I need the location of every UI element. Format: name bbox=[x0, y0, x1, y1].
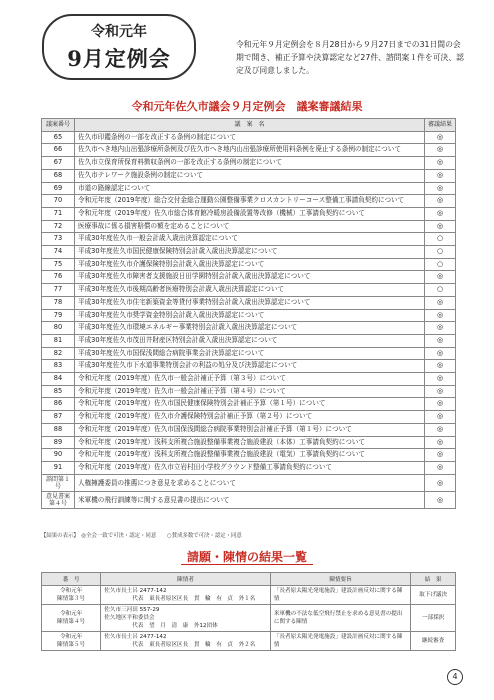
bill-name: 令和元年度（2019年度）佐久市立岩村田小学校グラウンド整備工事請負契約について bbox=[75, 461, 425, 474]
bill-result: ◎ bbox=[424, 436, 455, 449]
bill-result: ◎ bbox=[424, 182, 455, 195]
bill-name: 平成30年度佐久市住宅新築資金等貸付事業特別会計歳入歳出決算認定について bbox=[75, 296, 425, 309]
bill-name: 佐久市立保育所保育料徴収条例の一部を改正する条例の制定について bbox=[75, 157, 425, 170]
bill-name: 佐久市印鑑条例の一部を改正する条例の制定について bbox=[75, 131, 425, 144]
table-row bbox=[42, 632, 456, 651]
petitioner bbox=[101, 586, 271, 605]
bill-number: 91 bbox=[42, 461, 75, 474]
table-row bbox=[42, 309, 456, 322]
bill-number: 79 bbox=[42, 309, 75, 322]
table-row bbox=[42, 207, 456, 220]
bill-name: 令和元年度（2019年度）佐久市介護保険特別会計補正予算（第２号）について bbox=[75, 411, 425, 424]
table-row bbox=[42, 144, 456, 157]
bill-result: ◎ bbox=[424, 360, 455, 373]
bill-number: 65 bbox=[42, 131, 75, 144]
bill-number: 87 bbox=[42, 411, 75, 424]
bill-number: 70 bbox=[42, 195, 75, 208]
bill-number: 67 bbox=[42, 157, 75, 170]
bill-number: 78 bbox=[42, 296, 75, 309]
bill-result: ◎ bbox=[424, 334, 455, 347]
table-row bbox=[42, 296, 456, 309]
col-result: 審議結果 bbox=[424, 119, 455, 132]
bill-result: ◎ bbox=[424, 296, 455, 309]
petition-number: 令和元年 陳情第３号 bbox=[42, 586, 101, 605]
bill-result: ○ bbox=[424, 258, 455, 271]
bill-name: 令和元年度（2019年度）浅科支所複合施設整備事業複合施設建設（本体）工事請負契約について bbox=[75, 436, 425, 449]
bill-number: 諮問第１号 bbox=[42, 474, 75, 491]
bill-name: 平成30年度佐久市環境エネルギー事業特別会計歳入歳出決算認定について bbox=[75, 322, 425, 335]
bill-result: ◎ bbox=[424, 449, 455, 462]
bill-number: 89 bbox=[42, 436, 75, 449]
table-row bbox=[42, 436, 456, 449]
bill-name: 平成30年度佐久市国民健康保険特別会計歳入歳出決算認定について bbox=[75, 246, 425, 259]
bill-name: 佐久市テレワーク施設条例の制定について bbox=[75, 169, 425, 182]
petition-gist: 米軍機の不法な低空飛行禁止を求める意見書の提出に関する陳情 bbox=[270, 605, 410, 632]
table-row bbox=[42, 271, 456, 284]
petitions-section-title: 請願・陳情の結果一覧 bbox=[0, 548, 494, 565]
bill-number: 84 bbox=[42, 373, 75, 386]
table-row bbox=[42, 360, 456, 373]
petitioner-address: 佐久市長土呂 2477-142 bbox=[104, 588, 167, 594]
bill-number: 83 bbox=[42, 360, 75, 373]
petition-number: 令和元年 陳情第４号 bbox=[42, 605, 101, 632]
bill-result: ◎ bbox=[424, 207, 455, 220]
bill-number: 82 bbox=[42, 347, 75, 360]
bill-result: ◎ bbox=[424, 491, 455, 508]
bill-name: 医療事故に係る損害賠償の額を定めることについて bbox=[75, 220, 425, 233]
bill-result: ◎ bbox=[424, 144, 455, 157]
bill-result: ◎ bbox=[424, 411, 455, 424]
table-row bbox=[42, 605, 456, 632]
bill-number: 72 bbox=[42, 220, 75, 233]
table-row bbox=[42, 398, 456, 411]
bill-result: ◎ bbox=[424, 169, 455, 182]
bill-result: ◎ bbox=[424, 461, 455, 474]
session-title-badge bbox=[42, 14, 196, 80]
petitions-table bbox=[41, 572, 456, 651]
bill-number: 73 bbox=[42, 233, 75, 246]
bill-name: 令和元年度（2019年度）総合交付金総合運動公園整備事業クロスカントリーコース整備工事請負契約について bbox=[75, 195, 425, 208]
bill-number: 74 bbox=[42, 246, 75, 259]
petition-number: 令和元年 陳情第５号 bbox=[42, 632, 101, 651]
bill-name: 平成30年度佐久市後期高齢者医療特別会計歳入歳出決算認定について bbox=[75, 284, 425, 297]
bill-result: ◎ bbox=[424, 423, 455, 436]
bill-result: ○ bbox=[424, 246, 455, 259]
table-row bbox=[42, 220, 456, 233]
intro-text: 令和元年９月定例会を８月28日から９月27日までの31日間の会期で開き、補正予算や決算認定など27件、諮問案１件を可決、認定及び同意しました。 bbox=[236, 40, 464, 75]
petition-gist: 「長者原太陽光発電施設」建設計画反対に関する陳情 bbox=[270, 586, 410, 605]
table-row bbox=[42, 411, 456, 424]
table-row bbox=[42, 284, 456, 297]
petitioner-address: 佐久市長土呂 2477-142 bbox=[104, 634, 167, 640]
table-row bbox=[42, 157, 456, 170]
bill-number: 90 bbox=[42, 449, 75, 462]
table-row bbox=[42, 334, 456, 347]
bill-name: 令和元年度（2019年度）佐久市総合体育館冷暖房設備設置等改修（機械）工事請負契約について bbox=[75, 207, 425, 220]
col-petition-result: 結 果 bbox=[411, 573, 456, 586]
table-row bbox=[42, 347, 456, 360]
petition-result: 継続審査 bbox=[411, 632, 456, 651]
table-row bbox=[42, 449, 456, 462]
table-row bbox=[42, 195, 456, 208]
table-row bbox=[42, 491, 456, 508]
bill-result: ◎ bbox=[424, 373, 455, 386]
session-year: 令和元年 bbox=[91, 24, 147, 40]
petitioner bbox=[101, 605, 271, 632]
bill-name: 令和元年度（2019年度）佐久市一般会計補正予算（第４号）について bbox=[75, 385, 425, 398]
bill-result: ◎ bbox=[424, 398, 455, 411]
bills-section-title: 令和元年佐久市議会９月定例会 議案審議結果 bbox=[131, 100, 363, 113]
col-petitioner: 陳情者 bbox=[101, 573, 271, 586]
page-number: 4 bbox=[447, 669, 463, 685]
table-row bbox=[42, 169, 456, 182]
bill-number: 71 bbox=[42, 207, 75, 220]
petitioner bbox=[101, 632, 271, 651]
table-row bbox=[42, 423, 456, 436]
col-petition-gist: 陳情要旨 bbox=[270, 573, 410, 586]
bill-result: ◎ bbox=[424, 474, 455, 491]
table-row bbox=[42, 131, 456, 144]
bill-name: 平成30年度佐久市障害者支援施設日田学園特別会計歳入歳出決算認定について bbox=[75, 271, 425, 284]
petition-gist: 「長者原太陽光発電施設」建設計画反対に関する陳情 bbox=[270, 632, 410, 651]
bill-name: 平成30年度佐久市奨学資金特別会計歳入歳出決算認定について bbox=[75, 309, 425, 322]
bill-name: 平成30年度佐久市介護保険特別会計歳入歳出決算認定について bbox=[75, 258, 425, 271]
table-row bbox=[42, 258, 456, 271]
bill-name: 平成30年度佐久市茂田井財産区特別会計歳入歳出決算認定について bbox=[75, 334, 425, 347]
bill-result: ○ bbox=[424, 233, 455, 246]
bill-name: 佐久市へき地内山出張診療所条例及び佐久市へき地内山出張診療所使用料条例を廃止する条例の制定について bbox=[75, 144, 425, 157]
table-row bbox=[42, 461, 456, 474]
bill-number: 88 bbox=[42, 423, 75, 436]
bill-number: 意見書案第４号 bbox=[42, 491, 75, 508]
bill-result: ◎ bbox=[424, 157, 455, 170]
bill-result: ○ bbox=[424, 284, 455, 297]
petitioner-representative: 代表 東長者原区区長 貫 輪 有 貞 外１名 bbox=[132, 596, 256, 602]
col-bill-name: 議 案 名 bbox=[75, 119, 425, 132]
petition-result: 取下げ議決 bbox=[411, 586, 456, 605]
table-row bbox=[42, 474, 456, 491]
petitioner-address: 佐久市三河田 557-29 佐久地区平和委員会 bbox=[104, 607, 160, 621]
bill-result: ◎ bbox=[424, 385, 455, 398]
bill-name: 平成30年度佐久市下水道事業特別会計の利益の処分及び決算認定について bbox=[75, 360, 425, 373]
bill-number: 68 bbox=[42, 169, 75, 182]
bill-name: 令和元年度（2019年度）浅科支所複合施設整備事業複合施設建設（電気）工事請負契約について bbox=[75, 449, 425, 462]
bill-name: 令和元年度（2019年度）佐久市一般会計補正予算（第３号）について bbox=[75, 373, 425, 386]
bill-number: 66 bbox=[42, 144, 75, 157]
bill-name: 人権擁護委員の推薦につき意見を求めることについて bbox=[75, 474, 425, 491]
petition-result: 一部採択 bbox=[411, 605, 456, 632]
col-petition-number: 番 号 bbox=[42, 573, 101, 586]
bill-name: 米軍機の飛行訓練等に関する意見書の提出について bbox=[75, 491, 425, 508]
bill-result: ◎ bbox=[424, 220, 455, 233]
session-name: 9月定例会 bbox=[67, 46, 171, 71]
bill-number: 80 bbox=[42, 322, 75, 335]
bill-result: ◎ bbox=[424, 271, 455, 284]
bill-number: 77 bbox=[42, 284, 75, 297]
bill-number: 85 bbox=[42, 385, 75, 398]
bill-name: 平成30年度佐久市一般会計歳入歳出決算認定について bbox=[75, 233, 425, 246]
bill-name: 令和元年度（2019年度）佐久市国保浅間総合病院事業特別会計補正予算（第１号）について bbox=[75, 423, 425, 436]
table-row bbox=[42, 586, 456, 605]
bills-table bbox=[41, 118, 456, 509]
bill-number: 86 bbox=[42, 398, 75, 411]
table-row bbox=[42, 322, 456, 335]
table-row bbox=[42, 246, 456, 259]
table-row bbox=[42, 182, 456, 195]
bill-result: ◎ bbox=[424, 309, 455, 322]
bill-number: 81 bbox=[42, 334, 75, 347]
bill-name: 平成30年度佐久市国保浅間総合病院事業会計決算認定について bbox=[75, 347, 425, 360]
bill-name: 市道の路線認定について bbox=[75, 182, 425, 195]
bill-number: 76 bbox=[42, 271, 75, 284]
bill-number: 69 bbox=[42, 182, 75, 195]
result-legend: 【結果の表示】 ◎全会一致で可決・認定・同意 ○賛成多数で可決・認定・同意 bbox=[41, 533, 242, 539]
petitioner-representative: 代表 望 月 清 康 外12団体 bbox=[132, 623, 218, 629]
bill-result: ◎ bbox=[424, 322, 455, 335]
bill-result: ◎ bbox=[424, 347, 455, 360]
bill-number: 75 bbox=[42, 258, 75, 271]
bill-name: 令和元年度（2019年度）佐久市国民健康保険特別会計補正予算（第１号）について bbox=[75, 398, 425, 411]
table-row bbox=[42, 385, 456, 398]
bill-result: ◎ bbox=[424, 131, 455, 144]
table-row bbox=[42, 373, 456, 386]
table-row bbox=[42, 233, 456, 246]
bill-result: ◎ bbox=[424, 195, 455, 208]
col-bill-number: 議案番号 bbox=[42, 119, 75, 132]
petitioner-representative: 代表 東長者原区区長 貫 輪 有 貞 外２名 bbox=[132, 642, 256, 648]
